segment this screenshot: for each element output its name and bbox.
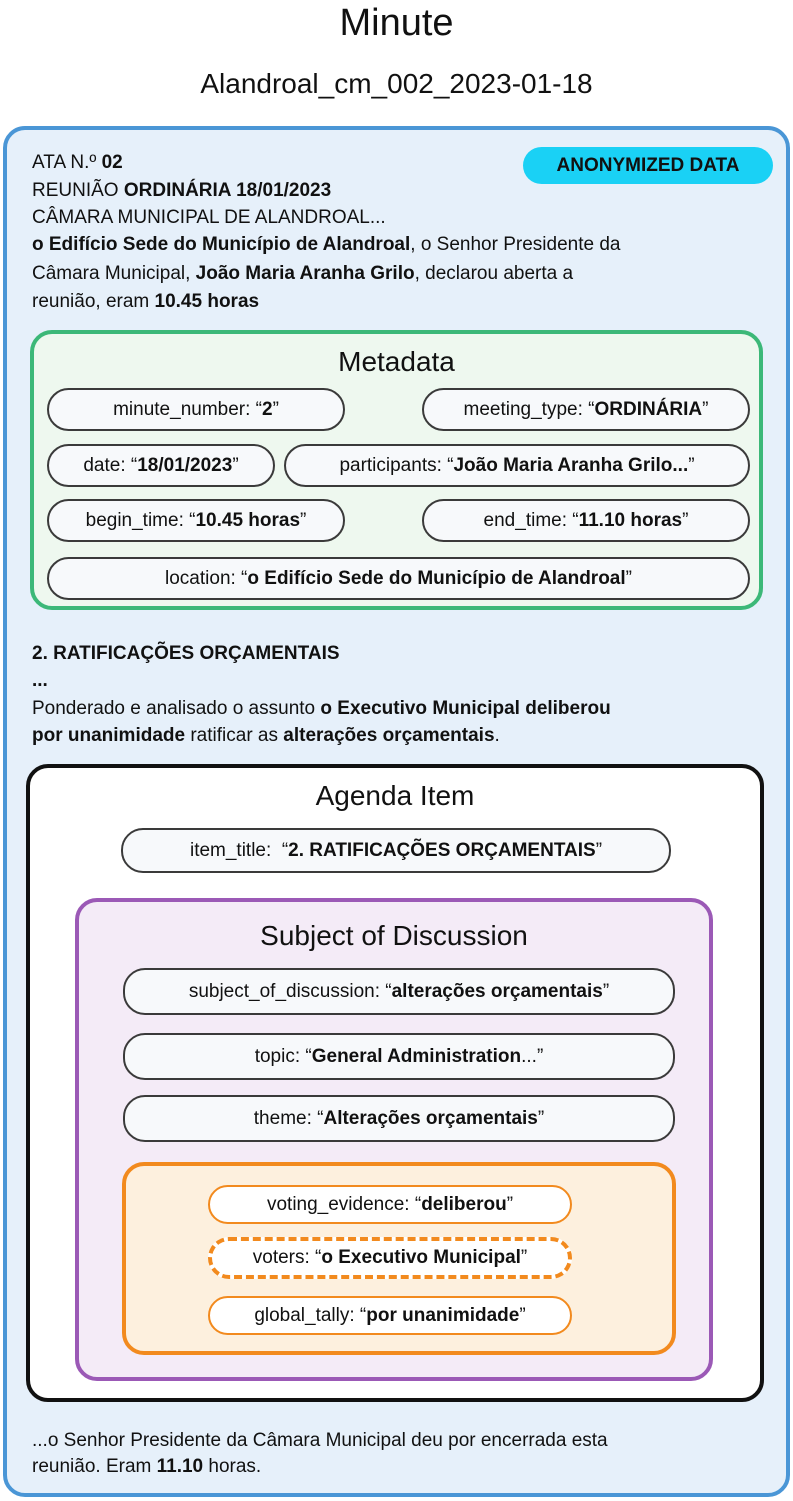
item-title-field: item_title: “ 2. RATIFICAÇÕES ORÇAMENTAIS ” bbox=[121, 828, 671, 873]
page-title: Minute bbox=[339, 2, 454, 44]
section-heading: 2. RATIFICAÇÕES ORÇAMENTAIS bbox=[32, 643, 340, 664]
date-field: date: “ 18/01/2023 ” bbox=[47, 444, 275, 487]
begin-time-field: begin_time: “ 10.45 horas ” bbox=[47, 499, 345, 542]
participants-field: participants: “ João Maria Aranha Grilo... ” bbox=[284, 444, 750, 487]
intro-line-3: CÂMARA MUNICIPAL DE ALANDROAL... bbox=[32, 207, 386, 228]
intro-line-4: o Edifício Sede do Município de Alandroal, o Senhor Presidente da bbox=[32, 234, 621, 255]
metadata-title: Metadata bbox=[338, 346, 455, 377]
section-paragraph-line-1: Ponderado e analisado o assunto o Executivo Municipal deliberou bbox=[32, 698, 611, 719]
voting-evidence-field: voting_evidence: “ deliberou ” bbox=[208, 1185, 572, 1224]
closing-line-2: reunião. Eram 11.10 horas. bbox=[32, 1456, 262, 1477]
intro-line-6: reunião, eram 10.45 horas bbox=[32, 291, 260, 312]
global-tally-field: global_tally: “ por unanimidade ” bbox=[208, 1296, 572, 1335]
closing-line-1: ...o Senhor Presidente da Câmara Municipal deu por encerrada esta bbox=[32, 1430, 608, 1451]
subject-of-discussion-title: Subject of Discussion bbox=[260, 920, 528, 951]
subject-of-discussion-field: subject_of_discussion: “ alterações orçamentais ” bbox=[123, 968, 675, 1015]
voters-field: voters: “ o Executivo Municipal ” bbox=[208, 1237, 572, 1279]
location-field: location: “ o Edifício Sede do Município de Alandroal ” bbox=[47, 557, 750, 600]
agenda-item-title: Agenda Item bbox=[315, 780, 475, 811]
anonymized-badge: ANONYMIZED DATA bbox=[523, 147, 773, 184]
intro-line-5: Câmara Municipal, João Maria Aranha Grilo, declarou aberta a bbox=[32, 263, 574, 284]
section-paragraph-line-2: por unanimidade ratificar as alterações orçamentais. bbox=[32, 725, 500, 746]
theme-field: theme: “ Alterações orçamentais ” bbox=[123, 1095, 675, 1142]
intro-line-2: REUNIÃO ORDINÁRIA 18/01/2023 bbox=[32, 180, 332, 201]
minute-number-field: minute_number: “ 2 ” bbox=[47, 388, 345, 431]
section-ellipsis: ... bbox=[32, 670, 48, 691]
page-subtitle: Alandroal_cm_002_2023-01-18 bbox=[200, 68, 593, 99]
topic-field: topic: “ General Administration ...” bbox=[123, 1033, 675, 1080]
intro-line-1: ATA N.º 02 bbox=[32, 152, 123, 173]
end-time-field: end_time: “ 11.10 horas ” bbox=[422, 499, 750, 542]
meeting-type-field: meeting_type: “ ORDINÁRIA ” bbox=[422, 388, 750, 431]
